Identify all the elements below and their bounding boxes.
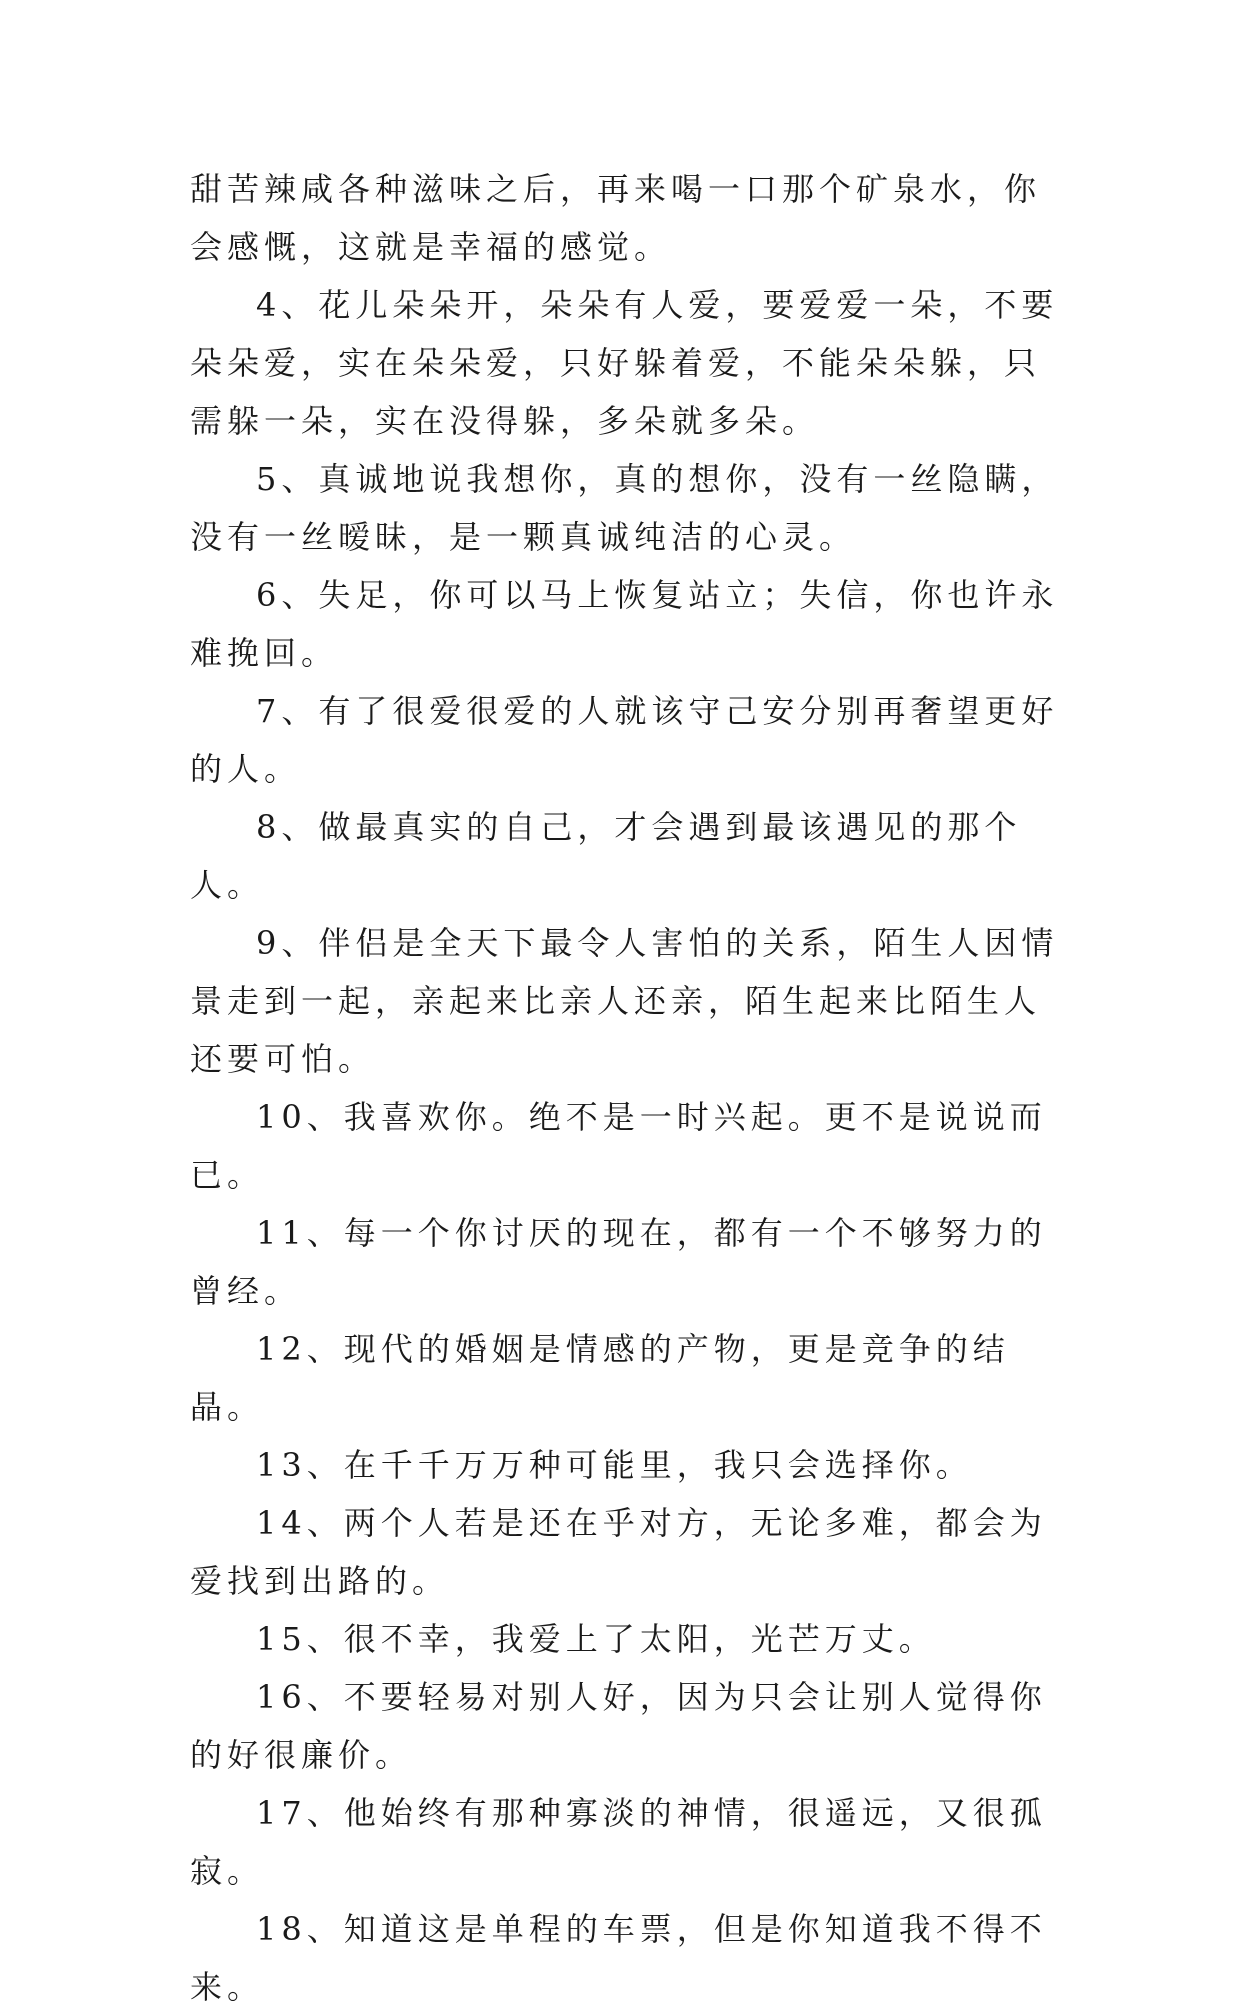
paragraph-item-7: 7、有了很爱很爱的人就该守己安分别再奢望更好的人。: [190, 692, 1059, 788]
paragraph-item-15: 15、很不幸，我爱上了太阳，光芒万丈。: [256, 1620, 936, 1658]
paragraph-item-5: 5、真诚地说我想你，真的想你，没有一丝隐瞒，没有一丝暧昧，是一颗真诚纯洁的心灵。: [190, 460, 1059, 556]
paragraph-continuation: 甜苦辣咸各种滋味之后，再来喝一口那个矿泉水，你会感慨，这就是幸福的感觉。: [190, 170, 1042, 266]
paragraph-item-13: 13、在千千万万种可能里，我只会选择你。: [256, 1446, 973, 1484]
paragraph-item-6: 6、失足，你可以马上恢复站立；失信，你也许永难挽回。: [190, 576, 1059, 672]
paragraph-item-12: 12、现代的婚姻是情感的产物，更是竞争的结晶。: [190, 1330, 1010, 1426]
paragraph-item-10: 10、我喜欢你。绝不是一时兴起。更不是说说而已。: [190, 1098, 1047, 1194]
paragraph-item-8: 8、做最真实的自己，才会遇到最该遇见的那个人。: [190, 808, 1022, 904]
paragraph-item-11: 11、每一个你讨厌的现在，都有一个不够努力的曾经。: [190, 1214, 1047, 1310]
paragraph-item-9: 9、伴侣是全天下最令人害怕的关系，陌生人因情景走到一起，亲起来比亲人还亲，陌生起来比陌生人还要可怕。: [190, 924, 1059, 1078]
document-body: [190, 160, 1070, 2016]
paragraph-item-14: 14、两个人若是还在乎对方，无论多难，都会为爱找到出路的。: [190, 1504, 1047, 1600]
paragraph-item-4: 4、花儿朵朵开，朵朵有人爱，要爱爱一朵，不要朵朵爱，实在朵朵爱，只好躲着爱，不能朵朵躲，只需躲一朵，实在没得躲，多朵就多朵。: [190, 286, 1059, 440]
paragraph-item-18: 18、知道这是单程的车票，但是你知道我不得不来。: [190, 1910, 1047, 2006]
paragraph-item-17: 17、他始终有那种寡淡的神情，很遥远，又很孤寂。: [190, 1794, 1047, 1890]
paragraph-item-16: 16、不要轻易对别人好，因为只会让别人觉得你的好很廉价。: [190, 1678, 1047, 1774]
